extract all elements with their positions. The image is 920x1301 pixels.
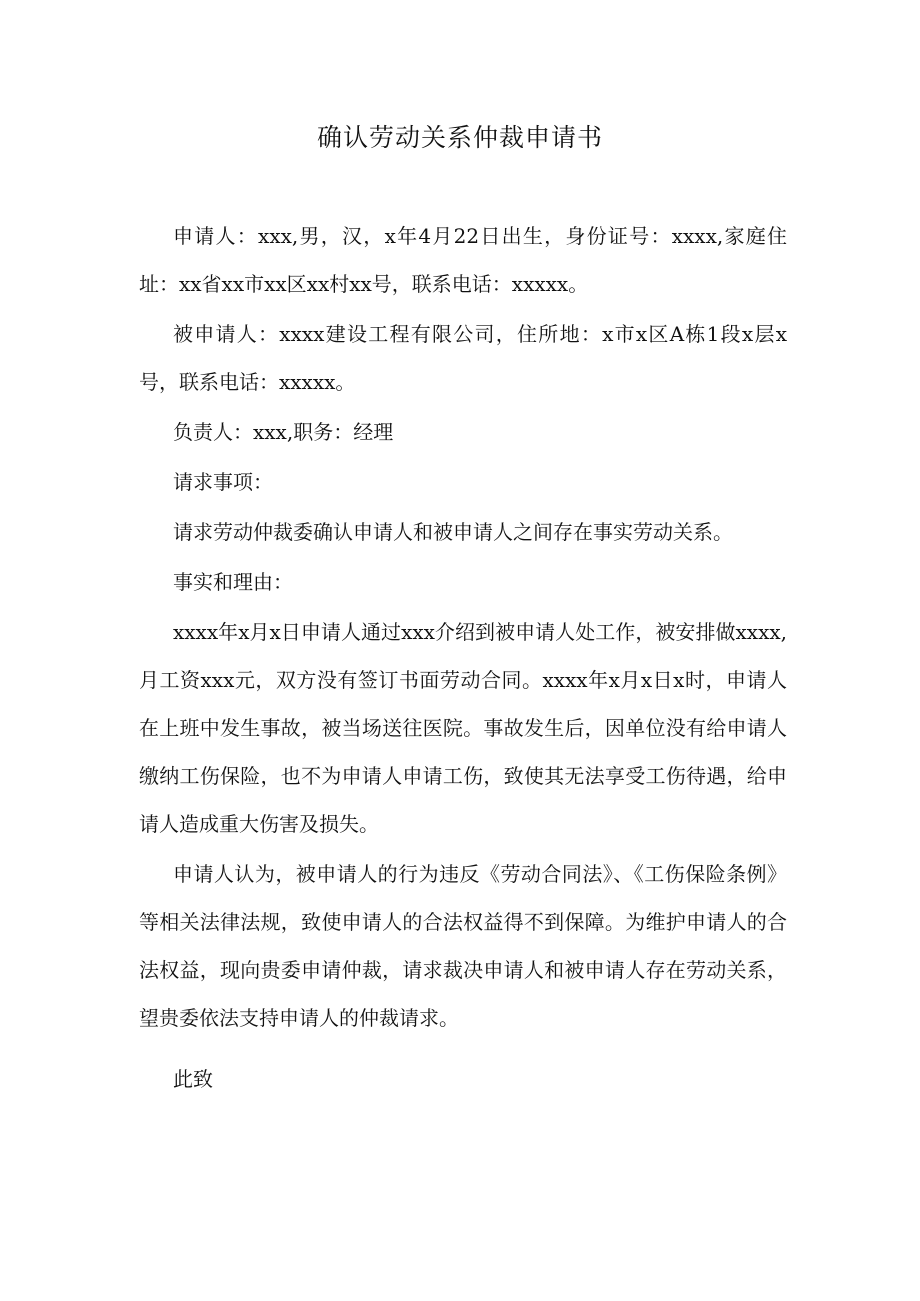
document-body <box>139 212 787 1105</box>
reasons-paragraph: 申请人认为，被申请人的行为违反《劳动合同法》、《工伤保险条例》等相关法律法规，致使申请人的合法权益得不到保障。为维护申请人的合法权益，现向贵委申请仲裁，请求裁决申请人和被申请人存在劳动关系，望贵委依法支持申请人的仲裁请求。 <box>139 862 787 1030</box>
applicant-paragraph: 申请人：xxx,男，汉，x年4月22日出生，身份证号：xxxx,家庭住址：xx省xx市xx区xx村xx号，联系电话：xxxxx。 <box>139 224 787 296</box>
claims-paragraph: 请求劳动仲裁委确认申请人和被申请人之间存在事实劳动关系。 <box>173 520 733 544</box>
document-title: 确认劳动关系仲裁申请书 <box>316 123 603 152</box>
closing-salutation: 此致 <box>173 1067 213 1091</box>
facts-paragraph: xxxx年x月x日申请人通过xxx介绍到被申请人处工作，被安排做xxxx,月工资xxx元，双方没有签订书面劳动合同。xxxx年x月x日x时，申请人在上班中发生事故，被当场送往医院。事故发生后，因单位没有给申请人缴纳工伤保险，也不为申请人申请工伤，致使其无法享受工伤待遇，给申请人造成重大伤害及损失。 <box>139 620 787 836</box>
respondent-paragraph: 被申请人：xxxx建设工程有限公司，住所地：x市x区A栋1段x层x号，联系电话：xxxxx。 <box>139 322 787 394</box>
claims-heading: 请求事项： <box>173 470 273 494</box>
responsible-person-paragraph: 负责人：xxx,职务：经理 <box>173 420 394 444</box>
facts-heading: 事实和理由： <box>173 570 293 594</box>
